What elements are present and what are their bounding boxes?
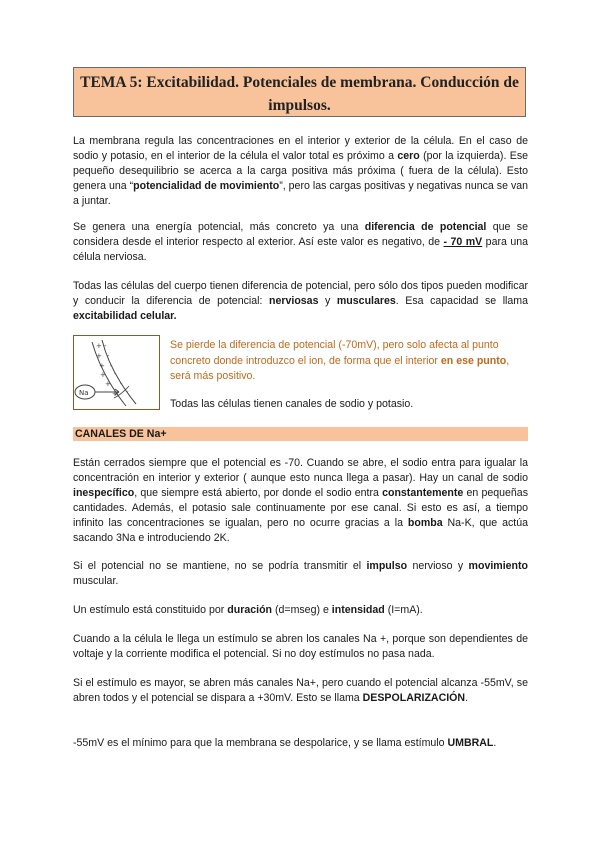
text: -55mV es el mínimo para que la membrana se despolarice, y se llama estímulo <box>73 737 448 749</box>
svg-text:+: + <box>105 380 111 388</box>
text: Se genera una energía potencial, más concreto ya una <box>73 221 365 233</box>
text: . Esa capacidad se llama <box>395 295 529 307</box>
paragraph-potential <box>73 220 528 265</box>
bold-term: bomba <box>407 517 443 529</box>
svg-text:-: - <box>107 352 110 360</box>
bold-term: DESPOLARIZACIÓN <box>362 692 466 704</box>
section-heading-sodium-channels: CANALES DE Na+ <box>73 427 528 441</box>
text: . <box>465 692 469 704</box>
text: , será más positivo. <box>170 354 510 382</box>
text: . <box>493 737 497 749</box>
svg-text:-: - <box>126 388 129 396</box>
text: Se pierde la diferencia de potencial (-70mV), pero solo afecta al punto concreto donde introduzco el ion, de forma que el interior <box>170 339 499 367</box>
text: Un estímulo está constituido por <box>73 604 228 616</box>
channels-note: Todas las células tienen canales de sodio y potasio. <box>170 398 414 410</box>
text: nervioso y <box>407 560 469 572</box>
paragraph-threshold <box>73 736 528 751</box>
bold-term: constantemente <box>382 487 464 499</box>
highlight-note <box>170 338 530 385</box>
paragraph-excitability <box>73 279 528 324</box>
text: La membrana regula las concentraciones en el interior y exterior de la célula. En el caso de sodio y potasio, en el interior de la célula el valor total es próximo a <box>73 135 528 162</box>
bold-term: movimiento <box>468 560 528 572</box>
text: ”, pero las cargas positivas y negativas nunca se van a juntar. <box>73 180 529 207</box>
bold-term: nerviosas <box>269 295 319 307</box>
bold-term: UMBRAL <box>447 737 494 749</box>
bold-term: en ese punto <box>440 354 507 367</box>
paragraph-impulse <box>73 559 528 589</box>
bold-term: musculares <box>336 295 396 307</box>
text: (d=mseg) e <box>272 604 332 616</box>
membrane-sketch-drawing <box>74 336 159 409</box>
bold-term: potencialidad de movimiento <box>133 180 280 192</box>
text: Están cerrados siempre que el potencial es -70. Cuando se abre, el sodio entra para igualar la concentración en interior y exterior ( aunque esto nunca llega a pasar). Hay un canal de sodio <box>73 457 528 484</box>
bold-term: cero <box>397 150 420 162</box>
page-title <box>73 67 526 117</box>
membrane-sketch-figure <box>73 335 160 410</box>
text: para una célula nerviosa. <box>73 236 529 263</box>
bold-term: intensidad <box>331 604 385 616</box>
text: Si el estímulo es mayor, se abren más canales Na+, pero cuando el potencial alcanza -55mV, se abren todos y el potencial se dispara a +30mV. Esto se llama <box>73 677 528 704</box>
svg-text:+: + <box>99 362 105 370</box>
text: Na-K, que actúa sacando 3Na e introduciendo 2K. <box>73 517 528 544</box>
svg-text:-: - <box>104 342 107 350</box>
text: y <box>318 295 337 307</box>
text: (I=mA). <box>384 604 423 616</box>
bold-term: excitabilidad celular. <box>73 310 177 322</box>
text: que se considera desde el interior respecto al exterior. Así este valor es negativo, de <box>73 221 528 248</box>
svg-text:+: + <box>112 390 118 398</box>
ion-label: Na <box>79 389 89 397</box>
title-line-2: impulsos. <box>268 97 331 114</box>
svg-text:-: - <box>110 362 113 370</box>
bold-term: impulso <box>366 560 408 572</box>
svg-text:+: + <box>100 371 106 379</box>
bold-term-underlined: - 70 mV <box>443 236 483 248</box>
text: , que siempre está abierto, por donde el sodio entra <box>134 487 383 499</box>
bold-term: diferencia de potencial <box>364 221 487 233</box>
text: muscular. <box>73 575 119 587</box>
svg-text:-: - <box>114 370 117 378</box>
svg-text:+: + <box>96 342 102 350</box>
paragraph-membrane <box>73 134 528 209</box>
paragraph-depolarization <box>73 676 528 706</box>
paragraph-voltage-channels: Cuando a la célula le llega un estímulo se abren los canales Na +, porque son dependientes de voltaje y la corriente modifica el potencial. Si no doy estímulos no pasa nada. <box>73 633 528 660</box>
title-line-1: TEMA 5: Excitabilidad. Potenciales de membrana. Conducción de <box>80 74 519 91</box>
paragraph-sodium-channels <box>73 456 528 546</box>
bold-term: duración <box>227 604 273 616</box>
svg-text:+: + <box>96 352 102 360</box>
text: Todas las células del cuerpo tienen diferencia de potencial, pero sólo dos tipos pueden modificar y conducir la diferencia de potencial: <box>73 280 528 307</box>
text: en pequeñas cantidades. Además, el potasio sale continuamente por ese canal. Si esto es así, a tiempo infinito las concentraciones se igualan, pero no ocurre gracias a la <box>73 487 528 529</box>
paragraph-stimulus <box>73 603 528 618</box>
text: (por la izquierda). Ese pequeño desequilibrio se acerca a la carga positiva más próxima ( fuera de la célula). Esto genera una “ <box>73 150 529 192</box>
text: Si el potencial no se mantiene, no se podría transmitir el <box>73 560 367 572</box>
bold-term: inespecífico <box>73 487 135 499</box>
svg-text:-: - <box>120 380 123 388</box>
